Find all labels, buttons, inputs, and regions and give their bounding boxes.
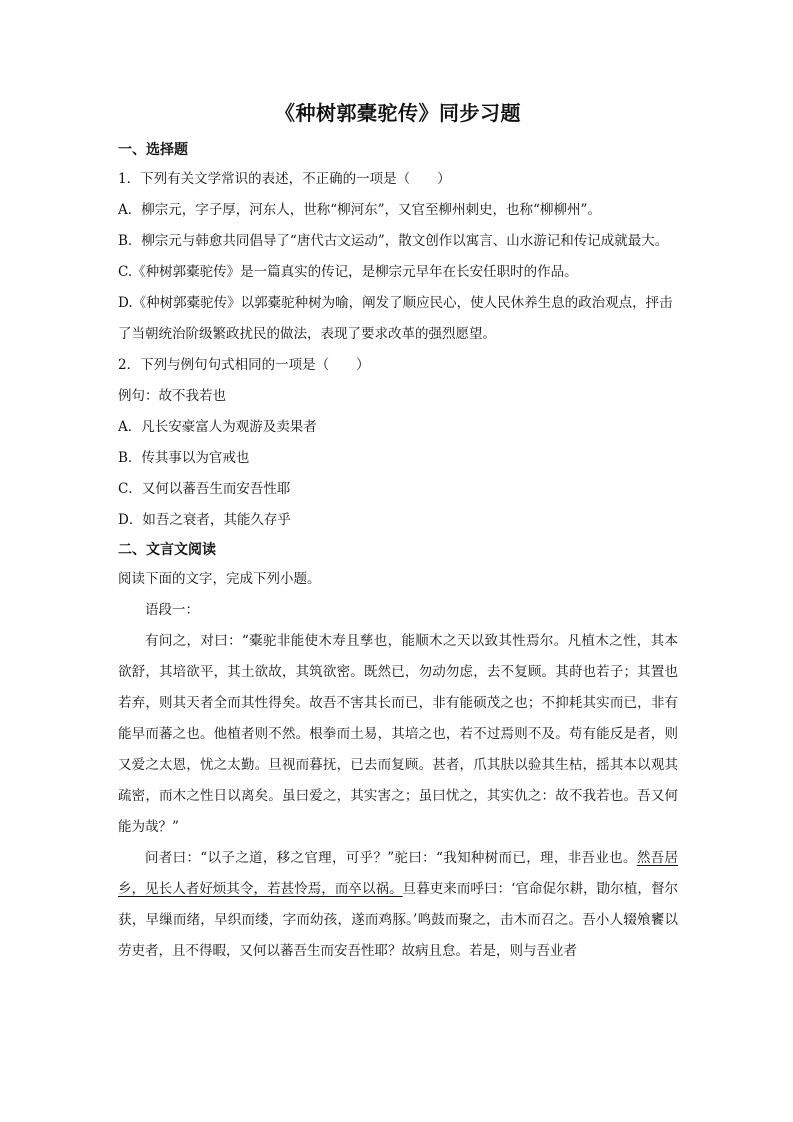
document-page xyxy=(118,96,678,967)
reading-instruction: 阅读下面的文字，完成下列小题。 xyxy=(118,571,321,587)
question-2-option-b: B．传其事以为官戒也 xyxy=(118,450,250,466)
passage-paragraph-1: 有问之，对曰：“橐驼非能使木寿且孳也，能顺木之天以致其性焉尔。凡植木之性，其本欲舒，其培欲平，其土欲故，其筑欲密。既然已，勿动勿虑，去不复顾。其莳也若子；其置也若弃，则其天者全而其性得矣。故吾不害其长而已，非有能硕茂之也；不抑耗其实而已，非有能早而蕃之也。他植者则不然。根拳而土易，其培之也，若不过焉则不及。苟有能反是者，则又爱之太恩，忧之太勤。旦视而暮抚，已去而复顾。甚者，爪其肤以验其生枯，摇其本以观其疏密，而木之性日以离矣。虽曰爱之，其实害之；虽曰忧之，其实仇之：故不我若也。吾又何能为哉？” xyxy=(118,633,678,835)
question-2-option-d: D．如吾之衰者，其能久存乎 xyxy=(118,512,291,528)
passage-paragraph-2-rest: 旦暮吏来而呼曰：‘官命促尔耕，勖尔植，督尔获，早缫而绪，早织而缕，字而幼孩，遂而鸡豚。’鸣鼓而聚之，击木而召之。吾小人辍飧饔以劳吏者，且不得暇，又何以蕃吾生而安吾性耶？故病且怠。若是，则与吾业者 xyxy=(118,881,679,959)
passage-paragraph-2 xyxy=(118,843,678,967)
question-2-example: 例句：故不我若也 xyxy=(118,388,226,404)
document-title: 《种树郭橐驼传》同步习题 xyxy=(275,101,521,125)
question-2-option-c: C．又何以蕃吾生而安吾性耶 xyxy=(118,481,291,497)
question-1-option-d: D.《种树郭橐驼传》以郭橐驼种树为喻，阐发了顺应民心，使人民休养生息的政治观点，抨击了当朝统治阶级繁政扰民的做法，表现了要求改革的强烈愿望。 xyxy=(118,295,673,342)
section-heading-reading: 二、文言文阅读 xyxy=(118,542,216,558)
question-2-stem: 2．下列与例句句式相同的一项是（ ） xyxy=(118,357,370,373)
passage-paragraph-2-start: 问者曰：“以子之道，移之官理，可乎？”驼曰：“我知种树而已，理，非吾业也。 xyxy=(145,850,637,866)
question-1-option-c: C.《种树郭橐驼传》是一篇真实的传记，是柳宗元早年在长安任职时的作品。 xyxy=(118,264,578,280)
passage-label: 语段一： xyxy=(145,602,199,618)
question-2-option-a: A．凡长安豪富人为观游及卖果者 xyxy=(118,419,317,435)
underlined-sentence: 然吾居乡，见长人者好烦其令，若甚怜焉，而卒以祸。 xyxy=(118,850,678,897)
question-1-option-a: A．柳宗元，字子厚，河东人，世称“柳河东”，又官至柳州刺史，也称“柳柳州”。 xyxy=(118,202,601,218)
question-1-stem: 1．下列有关文学常识的表述，不正确的一项是（ ） xyxy=(118,171,451,187)
section-heading-choice: 一、选择题 xyxy=(118,142,188,158)
question-1-option-b: B．柳宗元与韩愈共同倡导了“唐代古文运动”，散文创作以寓言、山水游记和传记成就最大。 xyxy=(118,233,669,249)
